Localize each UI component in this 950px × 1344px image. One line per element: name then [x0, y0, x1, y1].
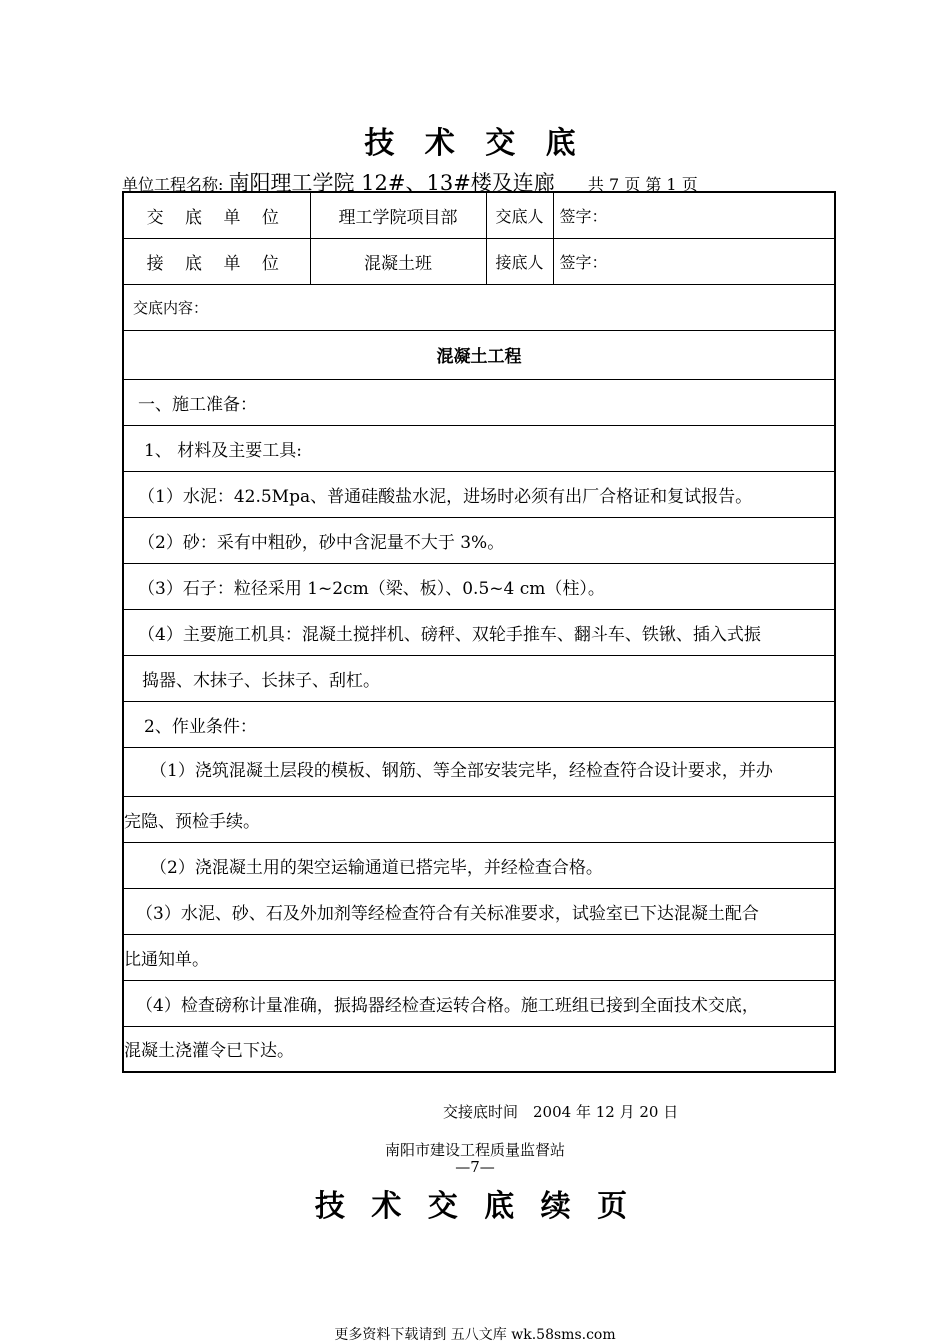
line-materials-tools: 1、 材料及主要工具: — [123, 425, 835, 471]
handover-signature: 签字： — [553, 192, 835, 238]
line-pour-order: 混凝土浇灌令已下达。 — [123, 1026, 835, 1072]
receiver-unit-value: 混凝土班 — [310, 238, 486, 284]
handover-person-label: 交底人 — [486, 192, 553, 238]
footer-download-note: 更多资料下载请到 五八文库 wk.58sms.com — [334, 1327, 616, 1343]
project-name: 南阳理工学院 12#、13#楼及连廊 — [228, 171, 555, 195]
handover-unit-value: 理工学院项目部 — [310, 192, 486, 238]
receiver-unit-row — [123, 238, 835, 284]
handover-table — [122, 191, 836, 1073]
project-label: 单位工程名称: — [122, 175, 224, 194]
page-info: 共 7 页 第 1 页 — [587, 175, 698, 194]
receiver-unit-label: 接 底 单 位 — [123, 238, 310, 284]
line-weighing: （4）检查磅称计量准确，振捣器经检查运转合格。施工班组已接到全面技术交底， — [123, 980, 835, 1026]
line-formwork-cont: 完隐、预检手续。 — [123, 796, 835, 842]
line-cement: （1）水泥：42.5Mpa、普通硅酸盐水泥，进场时必须有出厂合格证和复试报告。 — [123, 471, 835, 517]
receiver-signature: 签字： — [553, 238, 835, 284]
line-materials-check: （3）水泥、砂、石及外加剂等经检查符合有关标准要求，试验室已下达混凝土配合 — [123, 888, 835, 934]
continuation-title: 技 术 交 底 续 页 — [314, 1189, 636, 1224]
line-sand: （2）砂：采有中粗砂，砂中含泥量不大于 3%。 — [123, 517, 835, 563]
handover-time: 交接底时间 2004 年 12 月 20 日 — [443, 1103, 679, 1121]
content-label: 交底内容： — [123, 284, 835, 330]
line-transport: （2）浇混凝土用的架空运输通道已搭完毕，并经检查合格。 — [123, 842, 835, 888]
line-formwork-text: （1）浇筑混凝土层段的模板、钢筋、等全部安装完毕，经检查符合设计要求，并办 — [150, 761, 773, 781]
supervision-station: 南阳市建设工程质量监督站 — [384, 1141, 565, 1159]
section-title: 混凝土工程 — [123, 330, 835, 379]
handover-unit-label: 交 底 单 位 — [123, 192, 310, 238]
line-stone: （3）石子：粒径采用 1~2cm（梁、板）、0.5~4 cm（柱）。 — [123, 563, 835, 609]
line-work-conditions: 2、作业条件： — [123, 701, 835, 747]
line-formwork — [123, 747, 835, 796]
line-equipment-cont: 捣器、木抹子、长抹子、刮杠。 — [123, 655, 835, 701]
line-construction-prep: 一、施工准备： — [123, 379, 835, 425]
receiver-person-label: 接底人 — [486, 238, 553, 284]
line-equipment: （4）主要施工机具：混凝土搅拌机、磅秤、双轮手推车、翻斗车、铁锹、插入式振 — [123, 609, 835, 655]
document-title: 技 术 交 底 — [364, 126, 586, 161]
page-number: —7— — [455, 1158, 495, 1176]
line-mix-notice: 比通知单。 — [123, 934, 835, 980]
handover-unit-row — [123, 192, 835, 238]
